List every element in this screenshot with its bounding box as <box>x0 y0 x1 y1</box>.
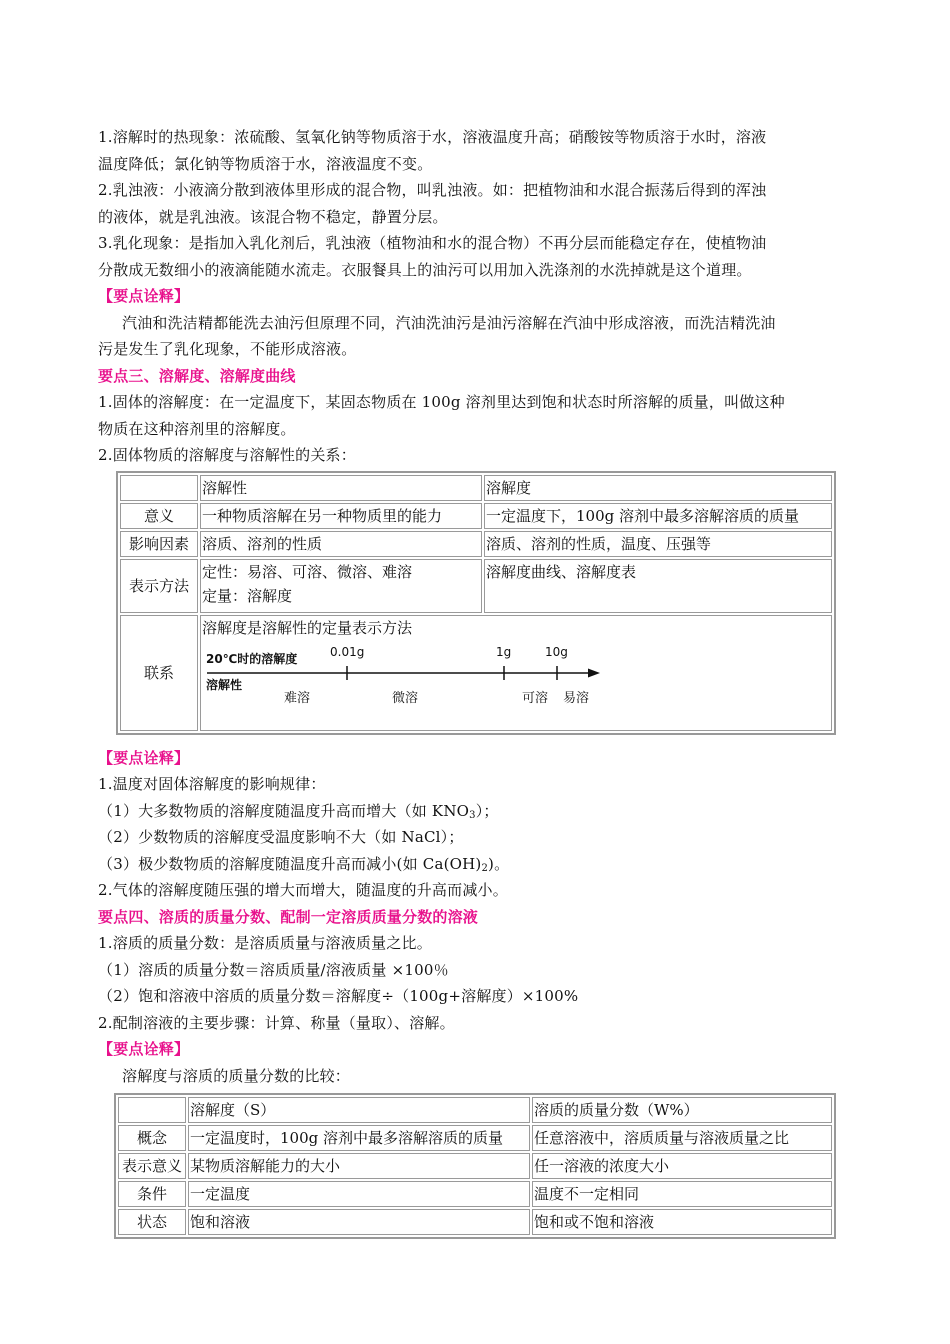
paragraph: 2.配制溶液的主要步骤：计算、称量（量取）、溶解。 <box>98 1013 455 1032</box>
cell-line: 定量：溶解度 <box>202 586 293 605</box>
paragraph: 的液体，就是乳浊液。该混合物不稳定，静置分层。 <box>98 207 448 226</box>
paragraph: 污是发生了乳化现象，不能形成溶液。 <box>98 340 357 358</box>
text-span: ）； <box>475 801 499 820</box>
solubility-table <box>116 471 836 735</box>
scale-row-label: 溶解性 <box>206 677 243 692</box>
table-cell <box>120 475 198 501</box>
row-label: 表示方法 <box>120 559 198 613</box>
scale-zone-label: 难溶 <box>284 690 311 706</box>
table-cell: 溶质、溶剂的性质，温度、压强等 <box>484 531 832 557</box>
row-label: 联系 <box>120 615 198 731</box>
paragraph: 1.溶解时的热现象：浓硫酸、氢氧化钠等物质溶于水，溶液温度升高；硝酸铵等物质溶于水时，溶液 <box>98 128 767 146</box>
table-row <box>118 1097 832 1123</box>
table-cell: 溶解度 <box>484 475 832 501</box>
table-cell: 一定温度 <box>188 1181 530 1207</box>
table-row <box>120 531 832 557</box>
paragraph: 物质在这种溶剂里的溶解度。 <box>98 419 296 438</box>
table-cell: 一定温度下，100g 溶剂中最多溶解溶质的质量 <box>484 503 832 529</box>
table-row <box>118 1209 832 1235</box>
paragraph: （1）溶质的质量分数＝溶质质量/溶液质量 ×100％ <box>98 960 449 979</box>
table-cell <box>200 559 482 613</box>
scale-tick-label: 1g <box>496 644 512 659</box>
note-label: 【要点诠释】 <box>98 287 190 305</box>
table-cell: 溶解性 <box>200 475 482 501</box>
section-heading: 要点三、溶解度、溶解度曲线 <box>98 366 296 385</box>
table-cell: 一种物质溶解在另一种物质里的能力 <box>200 503 482 529</box>
table-row <box>120 475 832 501</box>
comparison-table <box>114 1093 836 1239</box>
paragraph: 2.乳浊液：小液滴分散到液体里形成的混合物，叫乳浊液。如：把植物油和水混合振荡后得到的浑浊 <box>98 181 767 199</box>
row-label: 表示意义 <box>118 1153 186 1179</box>
table-row <box>120 559 832 613</box>
table-row <box>118 1125 832 1151</box>
paragraph: 1.温度对固体溶解度的影响规律： <box>98 775 326 793</box>
paragraph: 1.固体的溶解度：在一定温度下，某固态物质在 100g 溶剂里达到饱和状态时所溶解的质量，叫做这种 <box>98 393 785 411</box>
table-cell: 饱和或不饱和溶液 <box>532 1209 832 1235</box>
section-heading: 要点四、溶质的质量分数、配制一定溶质质量分数的溶液 <box>98 907 479 926</box>
cell-line: 溶解度是溶解性的定量表示方法 <box>202 618 413 637</box>
table-cell: 饱和溶液 <box>188 1209 530 1235</box>
text-span: （3）极少数物质的溶解度随温度升高而减小(如 Ca(OH) <box>98 854 482 873</box>
paragraph: 1.溶质的质量分数：是溶质质量与溶液质量之比。 <box>98 934 432 952</box>
row-label: 条件 <box>118 1181 186 1207</box>
note-label: 【要点诠释】 <box>98 748 190 767</box>
paragraph: （2）少数物质的溶解度受温度影响不大（如 NaCl）； <box>98 828 464 846</box>
paragraph: 分散成无数细小的液滴能随水流走。衣服餐具上的油污可以用加入洗涤剂的水洗掉就是这个道理。 <box>98 260 752 279</box>
table-cell <box>118 1097 186 1123</box>
scale-row-label: 20℃时的溶解度 <box>206 651 298 666</box>
cell-line: 定性：易溶、可溶、微溶、难溶 <box>202 562 413 581</box>
row-label: 状态 <box>118 1209 186 1235</box>
table-cell: 任一溶液的浓度大小 <box>532 1153 832 1179</box>
paragraph: 3.乳化现象：是指加入乳化剂后，乳浊液（植物油和水的混合物）不再分层而能稳定存在，使植物油 <box>98 234 767 252</box>
table-cell: 温度不一定相同 <box>532 1181 832 1207</box>
table-cell: 溶质的质量分数（W%） <box>532 1097 832 1123</box>
paragraph: 温度降低；氯化钠等物质溶于水，溶液温度不变。 <box>98 154 433 173</box>
subscript: 2 <box>481 862 489 874</box>
table-cell: 任意溶液中，溶质质量与溶液质量之比 <box>532 1125 832 1151</box>
scale-tick-label: 10g <box>545 644 568 659</box>
table-cell: 溶解度曲线、溶解度表 <box>484 559 832 613</box>
table-cell: 一定温度时，100g 溶剂中最多溶解溶质的质量 <box>188 1125 530 1151</box>
paragraph <box>98 851 854 878</box>
table-cell: 某物质溶解能力的大小 <box>188 1153 530 1179</box>
table-row <box>118 1153 832 1179</box>
table-row <box>120 503 832 529</box>
scale-zone-label: 可溶 <box>522 690 549 706</box>
paragraph: 2.固体物质的溶解度与溶解性的关系： <box>98 446 356 464</box>
note-label: 【要点诠释】 <box>98 1040 190 1058</box>
paragraph: 2.气体的溶解度随压强的增大而增大，随温度的升高而减小。 <box>98 881 508 899</box>
table-row <box>118 1181 832 1207</box>
scale-tick-label: 0.01g <box>330 644 365 659</box>
document-body <box>98 124 854 1239</box>
paragraph: 溶解度与溶质的质量分数的比较： <box>122 1066 351 1085</box>
paragraph: 汽油和洗洁精都能洗去油污但原理不同，汽油洗油污是油污溶解在汽油中形成溶液，而洗洁精洗油 <box>122 313 776 332</box>
scale-zone-label: 易溶 <box>563 690 590 706</box>
table-cell: 溶解度（S） <box>188 1097 530 1123</box>
row-label: 影响因素 <box>120 531 198 557</box>
table-cell: 溶质、溶剂的性质 <box>200 531 482 557</box>
paragraph <box>98 798 854 825</box>
table-cell <box>200 615 832 731</box>
table-row <box>120 615 832 731</box>
scale-zone-label: 微溶 <box>392 690 419 706</box>
subscript: 3 <box>469 809 476 821</box>
text-span: （1）大多数物质的溶解度随温度升高而增大（如 KNO <box>98 801 470 820</box>
row-label: 意义 <box>120 503 198 529</box>
solubility-scale-diagram <box>202 640 830 730</box>
paragraph: （2）饱和溶液中溶质的质量分数＝溶解度÷（100g+溶解度）×100% <box>98 987 579 1005</box>
text-span: )。 <box>488 854 510 873</box>
row-label: 概念 <box>118 1125 186 1151</box>
